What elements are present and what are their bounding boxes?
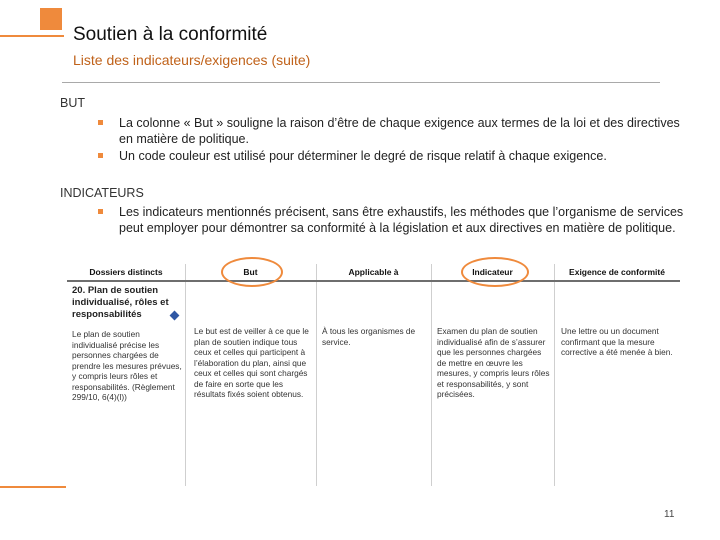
- header-applicable: Applicable à: [348, 267, 399, 277]
- but-bullet-list: [98, 115, 688, 165]
- header-exigence: Exigence de conformité: [569, 267, 665, 277]
- accent-line-bottom: [0, 486, 66, 488]
- row-title: 20. Plan de soutien individualisé, rôles et responsabilités: [72, 285, 169, 320]
- accent-square: [40, 8, 62, 30]
- but-bullet-text: Un code couleur est utilisé pour déterminer le degré de risque relatif à chaque exigence.: [119, 149, 607, 163]
- indicateurs-heading: INDICATEURS: [60, 186, 144, 200]
- header-rule: [67, 280, 680, 282]
- header-indicateur: Indicateur: [472, 267, 513, 277]
- cell-exigence: Une lettre ou un document confirmant que la mesure corrective a été menée à bien.: [561, 326, 673, 357]
- highlight-circle: [461, 257, 529, 287]
- column-divider: [185, 264, 186, 486]
- column-divider: [554, 264, 555, 486]
- bullet-square-icon: [98, 120, 103, 125]
- indicateurs-bullet-text: Les indicateurs mentionnés précisent, sans être exhaustifs, les méthodes que l’organisme de services peut employer pour démontrer sa conformité à la législation et aux directives en matière de politique.: [119, 205, 684, 235]
- requirements-table: [67, 262, 680, 486]
- column-divider: [431, 264, 432, 486]
- slide-subtitle: Liste des indicateurs/exigences (suite): [73, 52, 311, 68]
- but-bullet-item: [98, 148, 688, 164]
- header-dossiers: Dossiers distincts: [89, 267, 163, 277]
- cell-dossiers: Le plan de soutien individualisé précise les personnes chargées de prendre les mesures prévues, y compris leurs rôles et responsabilités. (Règlement 299/10, 6(4)(l)): [72, 329, 182, 402]
- page-number: 11: [664, 509, 675, 520]
- title-divider: [62, 82, 660, 83]
- cell-indicateur: Examen du plan de soutien individualisé afin de s’assurer que les personnes chargées de mettre en œuvre les mesures, y compris leurs rôles et responsabilités, y sont précisées.: [437, 326, 550, 399]
- slide-title: Soutien à la conformité: [73, 24, 268, 45]
- bullet-square-icon: [98, 209, 103, 214]
- bullet-square-icon: [98, 153, 103, 158]
- but-bullet-item: [98, 115, 688, 147]
- but-heading: BUT: [60, 96, 85, 110]
- cell-applicable: À tous les organismes de service.: [322, 326, 416, 347]
- highlight-circle: [221, 257, 283, 287]
- header-but: But: [243, 267, 258, 277]
- accent-line-top: [0, 35, 64, 37]
- cell-but: Le but est de veiller à ce que le plan de soutien indique tous ceux et celles qui participent à l’élaboration du plan, ainsi que ceux et celles qui sont chargés de faire en sorte que les résultats fixés soient obtenus.: [194, 326, 309, 399]
- but-bullet-text: La colonne « But » souligne la raison d’être de chaque exigence aux termes de la loi et des directives en matière de politique.: [119, 116, 680, 146]
- column-divider: [316, 264, 317, 486]
- indicateurs-bullet-item: [98, 204, 688, 236]
- indicateurs-bullet-list: [98, 204, 688, 237]
